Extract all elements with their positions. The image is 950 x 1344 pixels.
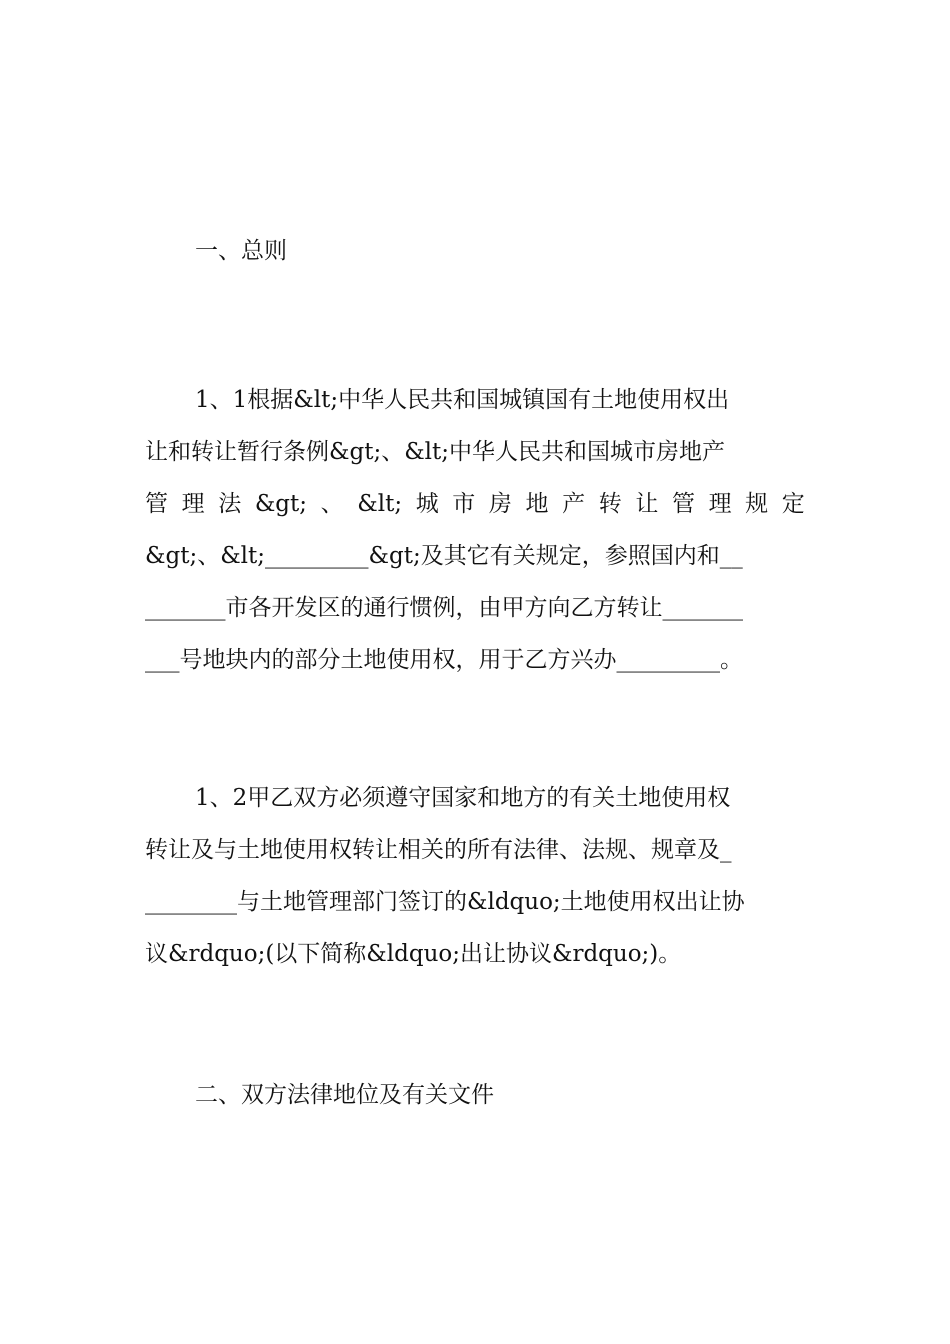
paragraph-line: 转让及与土地使用权转让相关的所有法律、法规、规章及_ <box>145 837 732 863</box>
paragraph-line: &gt;、&lt;_________&gt;及其它有关规定，参照国内和__ <box>145 543 743 569</box>
text-fragment: &lt; <box>357 491 403 517</box>
text-fragment: 、 <box>320 491 344 517</box>
paragraph-line: ___号地块内的部分土地使用权，用于乙方兴办_________。 <box>145 647 743 673</box>
paragraph-line: 1、1根据&lt;中华人民共和国城镇国有土地使用权出 <box>195 387 730 413</box>
paragraph-line: _______市各开发区的通行惯例，由甲方向乙方转让_______ <box>145 595 743 621</box>
text-fragment: 理 <box>181 491 205 517</box>
paragraph-line: 1、2甲乙双方必须遵守国家和地方的有关土地使用权 <box>195 785 731 811</box>
text-fragment: 市 <box>452 491 476 517</box>
text-fragment: 管 <box>671 491 695 517</box>
paragraph-line: ________与土地管理部门签订的&ldquo;土地使用权出让协 <box>145 889 745 915</box>
paragraph-line-justified <box>145 478 805 530</box>
section-heading-legal-status: 二、双方法律地位及有关文件 <box>195 1082 494 1108</box>
text-fragment: &gt; <box>254 491 308 517</box>
text-fragment: 管 <box>145 491 168 517</box>
text-fragment: 让 <box>635 491 659 517</box>
text-fragment: 定 <box>781 491 805 517</box>
paragraph-line: 让和转让暂行条例&gt;、&lt;中华人民共和国城市房地产 <box>145 439 726 465</box>
paragraph-1-2 <box>145 772 805 980</box>
text-fragment: 产 <box>562 491 586 517</box>
paragraph-1-1 <box>145 374 805 686</box>
paragraph-line: 议&rdquo;(以下简称&ldquo;出让协议&rdquo;)。 <box>145 941 682 967</box>
section-heading-general: 一、总则 <box>195 238 287 264</box>
text-fragment: 规 <box>745 491 769 517</box>
text-fragment: 法 <box>218 491 242 517</box>
text-fragment: 理 <box>708 491 732 517</box>
text-fragment: 房 <box>488 491 512 517</box>
text-fragment: 地 <box>525 491 549 517</box>
text-fragment: 城 <box>415 491 439 517</box>
text-fragment: 转 <box>598 491 622 517</box>
